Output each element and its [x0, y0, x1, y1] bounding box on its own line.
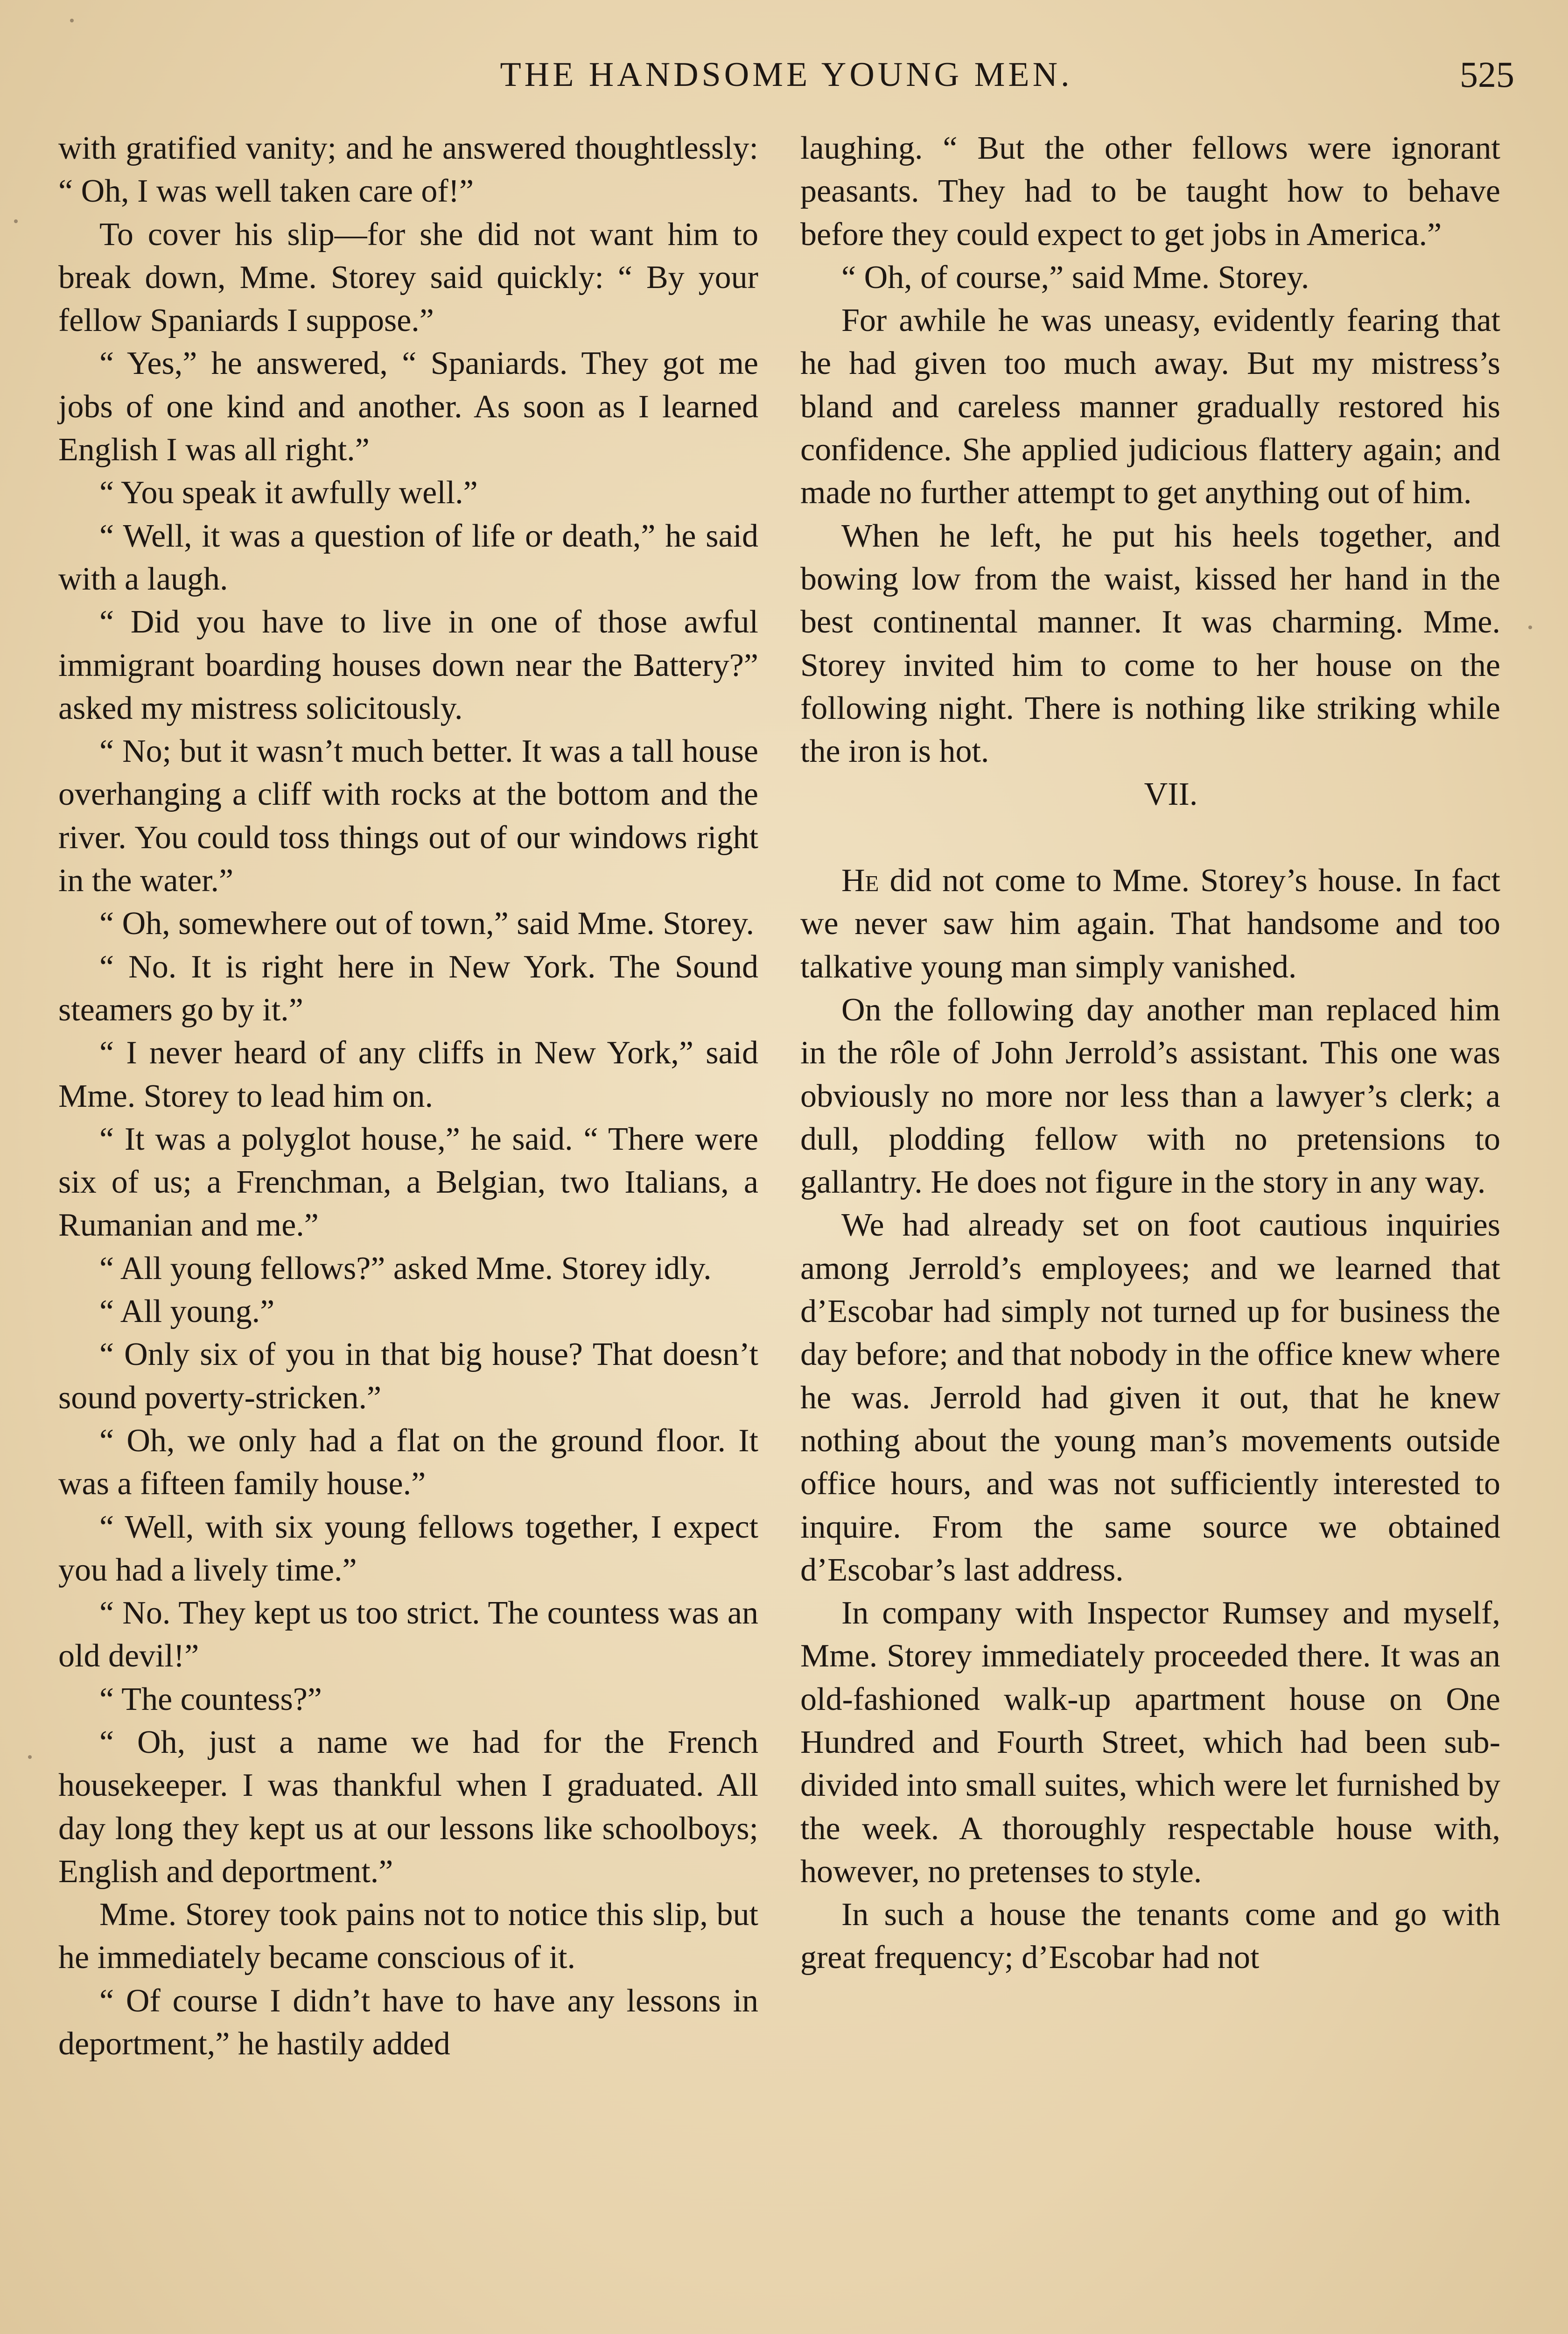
page-number: 525	[1460, 54, 1514, 95]
paragraph: laughing. “ But the other fellows were ignorant peasants. They had to be taught how to behave before they could expect to get jobs in America.”	[800, 130, 1500, 253]
paragraph: “ Well, it was a question of life or death,” he said with a laugh.	[58, 518, 758, 597]
paragraph: To cover his slip—for she did not want him to break down, Mme. Storey said quickly: “ By your fellow Spaniards I suppose.”	[58, 216, 758, 339]
paragraph: “ It was a polyglot house,” he said. “ There were six of us; a Frenchman, a Belgian, two Italians, a Rumanian and me.”	[58, 1121, 758, 1244]
paragraph: “ The countess?”	[99, 1681, 322, 1717]
paragraph: “ Oh, just a name we had for the French housekeeper. I was thankful when I graduated. All day long they kept us at our lessons like schoolboys; English and deportment.”	[58, 1724, 758, 1890]
paragraph: “ Yes,” he answered, “ Spaniards. They got me jobs of one kind and another. As soon as I learned English I was all right.”	[58, 345, 758, 468]
paragraph: “ I never heard of any cliffs in New York,” said Mme. Storey to lead him on.	[58, 1035, 758, 1114]
paragraph: When he left, he put his heels together, and bowing low from the waist, kissed her hand in the best continental manner. It was charming. Mme. Storey invited him to come to her house on the following night. There is nothing like striking while the iron is hot.	[800, 518, 1500, 770]
paragraph: “ All young fellows?” asked Mme. Storey idly.	[99, 1250, 712, 1287]
print-speck	[70, 19, 74, 22]
running-title: THE HANDSOME YOUNG MEN.	[500, 56, 1073, 94]
print-speck	[14, 219, 18, 223]
paragraph: “ You speak it awfully well.”	[99, 475, 478, 511]
paragraph: “ No; but it wasn’t much better. It was a tall house overhanging a cliff with rocks at the bottom and the river. You could toss things out of our windows right in the water.”	[58, 733, 758, 899]
paragraph: “ Oh, we only had a flat on the ground floor. It was a fifteen family house.”	[58, 1422, 758, 1502]
paragraph: “ Did you have to live in one of those awful immigrant boarding houses down near the Battery?” asked my mistress solicitously.	[58, 604, 758, 726]
paragraph: We had already set on foot cautious inquiries among Jerrold’s employees; and we learned that d’Escobar had simply not turned up for business the day before; and that nobody in the office knew where he was. Jerrold had given it out, that he knew nothing about the young man’s movements outside office hours, and was not sufficiently interested to inquire. From the same source we obtained d’Escobar’s last address.	[800, 1207, 1500, 1588]
paragraph: Mme. Storey took pains not to notice this slip, but he immediately became conscious of it.	[58, 1897, 758, 1976]
paragraph: “ All young.”	[99, 1294, 275, 1330]
paragraph: “ Of course I didn’t have to have any lessons in deportment,” he hastily added	[58, 1982, 758, 2062]
print-speck	[28, 1755, 32, 1759]
print-speck	[1528, 626, 1532, 629]
paragraph: with gratified vanity; and he answered thoughtlessly: “ Oh, I was well taken care of!”	[58, 130, 758, 210]
paragraph: “ No. They kept us too strict. The countess was an old devil!”	[58, 1595, 758, 1674]
paragraph: “ Oh, of course,” said Mme. Storey.	[841, 259, 1309, 295]
paragraph: On the following day another man replaced him in the rôle of John Jerrold’s assistant. This one was obviously no more nor less than a lawyer’s clerk; a dull, plodding fellow with no pretensions to gallantry. He does not figure in the story in any way.	[800, 991, 1500, 1201]
right-text-column	[800, 127, 1500, 1980]
paragraph: In such a house the tenants come and go with great frequency; d’Escobar had not	[800, 1897, 1500, 1976]
paragraph: “ Only six of you in that big house? That doesn’t sound poverty-stricken.”	[58, 1336, 758, 1416]
paragraph: “ No. It is right here in New York. The Sound steamers go by it.”	[58, 949, 758, 1028]
paragraph	[800, 859, 1500, 989]
paragraph: For awhile he was uneasy, evidently fearing that he had given too much away. But my mistress’s bland and careless manner gradually restored his confidence. She applied judicious flattery again; and made no further attempt to get anything out of him.	[800, 302, 1500, 511]
left-text-column	[58, 127, 758, 2066]
paragraph: In company with Inspector Rumsey and myself, Mme. Storey immediately proceeded there. It was an old-fashioned walk-up apartment house on One Hundred and Fourth Street, which had been subdivided into small suites, which were let furnished by the week. A thoroughly respectable house with, however, no pretenses to style.	[800, 1595, 1500, 1890]
paragraph: “ Oh, somewhere out of town,” said Mme. Storey.	[99, 906, 754, 942]
paragraph: “ Well, with six young fellows together, I expect you had a lively time.”	[58, 1509, 758, 1588]
paragraph-text: did not come to Mme. Storey’s house. In fact we never saw him again. That handsome and too talkative young man simply vanished.	[800, 863, 1500, 985]
page-header	[58, 49, 1514, 100]
lead-in-word: He	[841, 863, 879, 899]
section-heading: VII.	[1144, 776, 1198, 813]
